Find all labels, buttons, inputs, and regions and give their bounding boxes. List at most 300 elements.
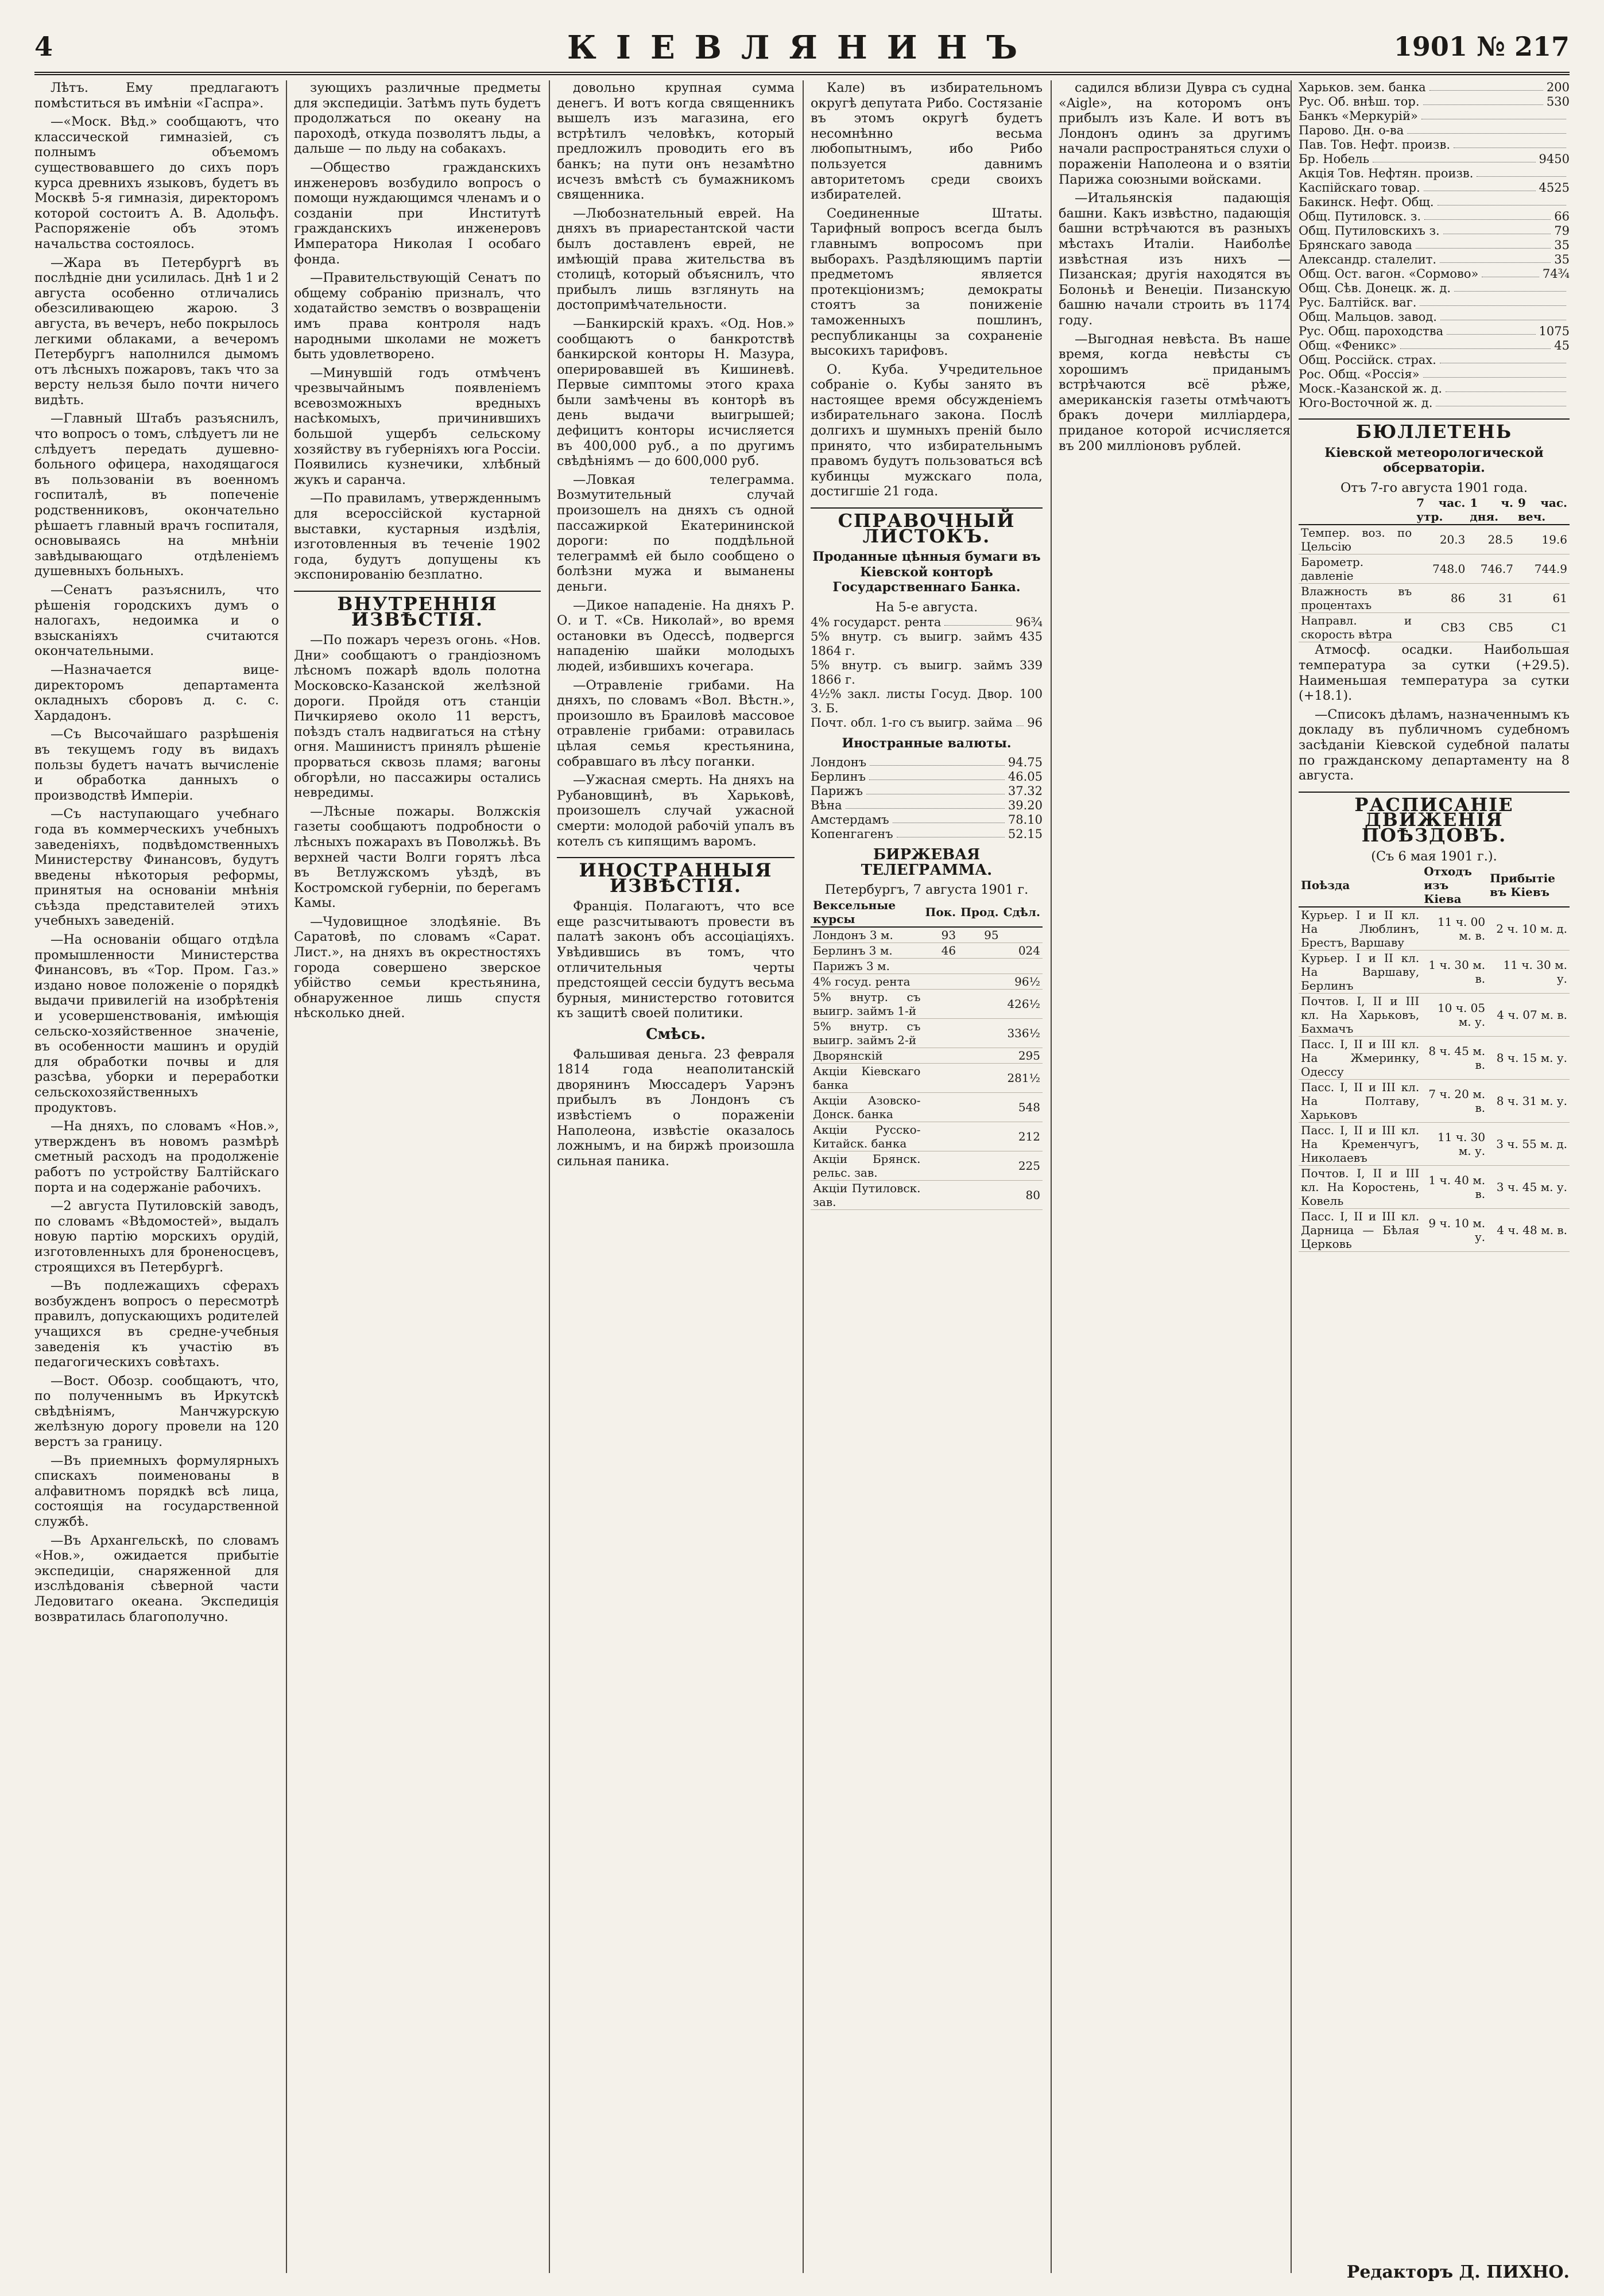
table-cell xyxy=(958,1048,1001,1063)
leader-dots xyxy=(1373,152,1536,162)
table-cell: 744.9 xyxy=(1516,554,1570,584)
table-cell xyxy=(923,1063,958,1092)
quote-row xyxy=(1299,353,1570,367)
section-title-foreign: ИНОСТРАННЫЯ ИЗВѢСТІЯ. xyxy=(557,857,795,893)
schedule-title: РАСПИСАНІЕ ДВИЖЕНІЯ ПОѢЗДОВЪ. xyxy=(1299,792,1570,843)
row-value: 4525 xyxy=(1539,181,1570,195)
table-cell: 11 ч. 30 м. у. xyxy=(1487,951,1570,994)
row-label: Рус. Об. внѣш. тор. xyxy=(1299,95,1420,108)
table-cell: 86 xyxy=(1414,584,1467,613)
article-paragraph: —Въ подлежащихъ сферахъ возбужденъ вопросъ о пересмотрѣ правилъ, допускающихъ родителей учащихся въ средне-учебныя заведенія къ участію въ педагогическихъ совѣтахъ. xyxy=(34,1278,279,1370)
leader-dots xyxy=(1424,181,1536,191)
bond-row xyxy=(811,630,1043,658)
table-cell xyxy=(923,1018,958,1048)
table-cell: 4 ч. 48 м. в. xyxy=(1487,1209,1570,1252)
fx-row xyxy=(811,813,1043,827)
quote-row xyxy=(1299,281,1570,296)
table-cell: Парижъ 3 м. xyxy=(811,958,923,974)
bulletin-table xyxy=(1299,495,1570,642)
row-label: Почт. обл. 1-го съ выигр. займа xyxy=(811,715,1013,730)
leader-dots xyxy=(869,770,1005,780)
article-paragraph: —Выгодная невѣста. Въ наше время, когда невѣсты съ хорошимъ приданымъ встрѣчаются всё рѣже, американскія газеты отмѣчаютъ бракъ дочери милліардера, приданое которой исчисляется въ 200 милліоновъ рублей. xyxy=(1059,331,1291,453)
telegram-row xyxy=(811,974,1043,989)
table-cell: Почтов. I, II и III кл. На Коростень, Ковель xyxy=(1299,1166,1421,1209)
issue-number: 1901 № 217 xyxy=(1393,31,1570,62)
table-cell: Барометр. давленіе xyxy=(1299,554,1414,584)
table-cell xyxy=(958,1092,1001,1122)
article-paragraph: О. Куба. Учредительное собраніе о. Кубы занято въ настоящее время обсужденіемъ избирательнаго закона. Послѣ долгихъ и шумныхъ преній было принято, что избирательнымъ правомъ будутъ пользоваться всѣ кубинцы мужскаго пола, достигшіе 21 года. xyxy=(811,362,1043,499)
leader-dots xyxy=(897,827,1005,837)
bulletin-row xyxy=(1299,554,1570,584)
table-cell: 212 xyxy=(1001,1122,1043,1151)
table-header-cell: Прибытіе въ Кіевъ xyxy=(1487,864,1570,907)
quote-row xyxy=(1299,224,1570,238)
row-value: 35 xyxy=(1554,253,1570,266)
fx-list xyxy=(811,755,1043,841)
bulletin-row xyxy=(1299,584,1570,613)
table-cell xyxy=(923,1180,958,1209)
table-cell xyxy=(923,1092,958,1122)
page-body xyxy=(34,80,1570,2273)
row-label: Общ. Путиловск. з. xyxy=(1299,210,1421,223)
bond-row xyxy=(811,687,1043,716)
article-paragraph: —«Моск. Вѣд.» сообщаютъ, что классической гимназіей, съ полнымъ объемомъ существовавшего до сихъ поръ курса древнихъ языковъ, будетъ въ Москвѣ 5-я гимназія, директоромъ которой состоитъ А. В. Адольфъ. Распоряженіе объ этомъ начальства состоялось. xyxy=(34,114,279,251)
table-cell: 746.7 xyxy=(1467,554,1516,584)
quote-row xyxy=(1299,210,1570,224)
leader-dots xyxy=(846,798,1005,809)
row-value: 94.75 xyxy=(1008,755,1043,770)
page-number: 4 xyxy=(34,31,53,62)
table-cell: Акціи Кіевскаго банка xyxy=(811,1063,923,1092)
leader-dots xyxy=(1424,210,1551,220)
quote-row xyxy=(1299,382,1570,396)
row-value: 96 xyxy=(1027,715,1043,730)
table-cell: 4% госуд. рента xyxy=(811,974,923,989)
column-1 xyxy=(34,80,279,2262)
table-header-cell xyxy=(1299,495,1414,525)
bonds-caption: Проданные цѣнныя бумаги въ Кіевской конторѣ Государственнаго Банка. xyxy=(812,549,1041,595)
telegram-title: БИРЖЕВАЯ ТЕЛЕГРАММА. xyxy=(861,846,993,879)
article-paragraph: —Назначается вице-директоромъ департамента окладныхъ сборовъ д. с. с. Хардадонъ. xyxy=(34,662,279,723)
table-cell: 9 ч. 10 м. у. xyxy=(1421,1209,1487,1252)
table-cell xyxy=(923,989,958,1018)
table-header-cell: 7 час. утр. xyxy=(1414,495,1467,525)
telegram-row xyxy=(811,1048,1043,1063)
telegram-date: Петербургъ, 7 августа 1901 г. xyxy=(824,882,1029,898)
article-paragraph: —Дикое нападеніе. На дняхъ Р. О. и Т. «Св. Николай», во время остановки въ Одессѣ, подвергся нападенію шайки молодыхъ людей, избившихъ кочегара. xyxy=(557,598,795,674)
table-cell: 225 xyxy=(1001,1151,1043,1180)
page-header xyxy=(34,29,1570,69)
row-label: Общ. Мальцов. завод. xyxy=(1299,310,1437,324)
bond-row xyxy=(811,658,1043,687)
row-label: Лондонъ xyxy=(811,755,867,770)
table-cell xyxy=(1001,958,1043,974)
row-label: Парово. Дн. о-ва xyxy=(1299,123,1404,137)
table-cell xyxy=(923,1048,958,1063)
table-cell: 281½ xyxy=(1001,1063,1043,1092)
row-label: Александр. сталелит. xyxy=(1299,253,1437,266)
table-cell: 548 xyxy=(1001,1092,1043,1122)
row-value: 52.15 xyxy=(1008,827,1043,841)
leader-dots xyxy=(1443,224,1551,234)
row-value: 45 xyxy=(1554,339,1570,352)
article-paragraph: —Банкирскій крахъ. «Од. Нов.» сообщаютъ о банкротствѣ банкирской конторы Н. Мазура, оперировавшей въ Кишиневѣ. Первые симптомы этого краха были замѣчены въ конторѣ въ день выдачи выигрышей; дефицитъ конторы исчисляется въ 400,000 руб., а по другимъ свѣдѣніямъ — до 600,000 руб. xyxy=(557,316,795,469)
table-cell: Акціи Русско-Китайск. банка xyxy=(811,1122,923,1151)
article-paragraph: довольно крупная сумма денегъ. И вотъ когда священникъ вышелъ изъ магазина, его встрѣтилъ человѣкъ, который предложилъ проводить его въ банкъ; на пути онъ незамѣтно исчезъ вмѣстѣ съ бумажникомъ священника. xyxy=(557,80,795,203)
table-cell xyxy=(1001,927,1043,943)
telegram-row xyxy=(811,1018,1043,1048)
schedule-row xyxy=(1299,907,1570,951)
table-cell: Курьер. I и II кл. На Люблинъ, Брестъ, Варшаву xyxy=(1299,907,1421,951)
quote-row xyxy=(1299,80,1570,95)
row-label: 4% государст. рента xyxy=(811,615,942,629)
table-cell: Берлинъ 3 м. xyxy=(811,943,923,958)
bulletin-date: Отъ 7-го августа 1901 года. xyxy=(1340,480,1528,495)
row-value: 78.10 xyxy=(1008,813,1043,827)
table-header-cell: Пок. xyxy=(923,898,958,927)
table-cell: 11 ч. 30 м. у. xyxy=(1421,1123,1487,1166)
row-value: 530 xyxy=(1546,95,1570,108)
telegram-row xyxy=(811,989,1043,1018)
section-title-domestic: ВНУТРЕННІЯ ИЗВѢСТІЯ. xyxy=(294,591,541,627)
table-cell xyxy=(958,1018,1001,1048)
row-label: Амстердамъ xyxy=(811,813,889,827)
row-value: 37.32 xyxy=(1008,784,1043,798)
schedule-table xyxy=(1299,864,1570,1252)
quote-row xyxy=(1299,396,1570,410)
quote-row xyxy=(1299,367,1570,382)
article-paragraph: зующихъ различные предметы для экспедиціи. Затѣмъ путь будетъ продолжаться по океану на пароходѣ, откуда позволятъ льды, а дальше — по льду на собакахъ. xyxy=(294,80,541,157)
table-cell xyxy=(958,958,1001,974)
table-cell: СВ3 xyxy=(1414,613,1467,642)
column-4 xyxy=(811,80,1043,2262)
row-label: Общ. Сѣв. Донецк. ж. д. xyxy=(1299,281,1451,295)
telegram-row xyxy=(811,1122,1043,1151)
leader-dots xyxy=(1482,267,1539,277)
row-value: 9450 xyxy=(1539,152,1570,166)
table-cell: 8 ч. 45 м. в. xyxy=(1421,1037,1487,1080)
row-value: 435 xyxy=(1019,629,1043,643)
bond-row xyxy=(811,615,1043,630)
quote-row xyxy=(1299,324,1570,339)
leader-dots xyxy=(1423,367,1566,378)
leader-dots xyxy=(1420,296,1566,306)
table-cell: Почтов. I, II и III кл. На Харьковъ, Бахмачъ xyxy=(1299,994,1421,1037)
fx-row xyxy=(811,755,1043,770)
leader-dots xyxy=(870,755,1005,766)
table-cell xyxy=(958,1063,1001,1092)
table-cell: 5% внутр. съ выигр. займъ 2-й xyxy=(811,1018,923,1048)
quote-row xyxy=(1299,195,1570,210)
schedule-row xyxy=(1299,1080,1570,1123)
article-paragraph: Лѣтъ. Ему предлагаютъ помѣститься въ имѣніи «Гаспра». xyxy=(34,80,279,111)
article-paragraph: —На основаніи общаго отдѣла промышленности Министерства Финансовъ, въ «Тор. Пром. Газ.» издано новое положеніе о порядкѣ выдачи привилегій на изобрѣтенія и усовершенствованія, имѣющія сельско-хозяйственное значеніе, въ особенности машинъ и орудій для обработки почвы и для разсѣва, уборки и переработки сельскохозяйственныхъ продуктовъ. xyxy=(34,932,279,1115)
quote-row xyxy=(1299,138,1570,152)
telegram-row xyxy=(811,1092,1043,1122)
article-paragraph: Соединенные Штаты. Тарифный вопросъ всегда былъ главнымъ вопросомъ при выборахъ. Раздѣляющимъ партіи предметомъ является протекціонизмъ; демократы стоятъ за пониженіе таможенныхъ пошлинъ, республиканцы за сохраненіе высокихъ тарифовъ. xyxy=(811,205,1043,359)
fx-row xyxy=(811,770,1043,784)
table-cell: Акціи Путиловск. зав. xyxy=(811,1180,923,1209)
leader-dots xyxy=(866,784,1005,794)
row-label: Общ. Путиловскихъ з. xyxy=(1299,224,1440,238)
article-paragraph: —Съ Высочайшаго разрѣшенія въ текущемъ году въ видахъ пользы будетъ начатъ вычисленіе и обработка данныхъ о производствѣ Имперіи. xyxy=(34,727,279,803)
table-cell: 024 xyxy=(1001,943,1043,958)
table-cell: Влажность въ процентахъ xyxy=(1299,584,1414,613)
row-label: Парижъ xyxy=(811,784,863,798)
row-value: 96¾ xyxy=(1015,615,1043,629)
article-paragraph: Кале) въ избирательномъ округѣ депутата Рибо. Состязаніе въ этомъ округѣ будетъ несомнѣнно весьма любопытнымъ, ибо Рибо пользуется давнимъ авторитетомъ среди своихъ избирателей. xyxy=(811,80,1043,203)
table-cell xyxy=(923,1122,958,1151)
schedule-row xyxy=(1299,994,1570,1037)
row-label: Общ. Ост. вагон. «Сормово» xyxy=(1299,267,1479,281)
column-5 xyxy=(1059,80,1291,2262)
row-label: Рус. Балтійск. ваг. xyxy=(1299,296,1417,309)
row-label: Берлинъ xyxy=(811,770,866,784)
article-paragraph: —Ужасная смерть. На дняхъ на Рубановщинѣ, въ Харьковѣ, произошелъ случай ужасной смерти: молодой рабочій упалъ въ котелъ съ кипящимъ варомъ. xyxy=(557,773,795,849)
bulletin-row xyxy=(1299,525,1570,554)
editor-signature: Редакторъ Д. ПИХНО. xyxy=(1346,2262,1570,2282)
row-label: Юго-Восточной ж. д. xyxy=(1299,396,1433,410)
leader-dots xyxy=(1416,238,1551,249)
leader-dots xyxy=(1016,716,1024,726)
table-cell: 8 ч. 15 м. у. xyxy=(1487,1037,1570,1080)
bulletin-row xyxy=(1299,613,1570,642)
article-paragraph: —Жара въ Петербургѣ въ послѣдніе дни усилилась. Днѣ 1 и 2 августа особенно отличались обезсиливающею жарою. 3 августа, въ вечеръ, небо покрылось легкими облаками, а вечеромъ Петербургъ наполнился дымомъ отъ лѣсныхъ пожаровъ, такъ что за версту нельзя было почти ничего видѣть. xyxy=(34,255,279,408)
table-cell: 336½ xyxy=(1001,1018,1043,1048)
quote-row xyxy=(1299,238,1570,253)
bonds-list xyxy=(811,615,1043,730)
row-label: Рос. Общ. «Россія» xyxy=(1299,367,1420,381)
leader-dots xyxy=(1440,253,1551,263)
row-label: Моск.-Казанской ж. д. xyxy=(1299,382,1443,395)
table-cell: С1 xyxy=(1516,613,1570,642)
leader-dots xyxy=(1454,281,1566,292)
article-paragraph: —Вост. Обозр. сообщаютъ, что, по полученнымъ въ Иркутскѣ свѣдѣніямъ, Манчжурскую желѣзную дорогу провели на 120 верстъ за границу. xyxy=(34,1373,279,1450)
article-paragraph: —Правительствующій Сенатъ по общему собранію призналъ, что ходатайство земствъ о возвращеніи имъ права контроля надъ народными школами не можетъ быть удовлетворено. xyxy=(294,270,541,362)
article-paragraph: —Лѣсные пожары. Волжскія газеты сообщаютъ подробности о лѣсныхъ пожарахъ въ Поволжьѣ. Въ верхней части Волги горятъ лѣса въ Ветлужскомъ уѣздѣ, въ Костромской губерніи, по берегамъ Камы. xyxy=(294,804,541,911)
table-cell: 95 xyxy=(958,927,1001,943)
table-cell: 748.0 xyxy=(1414,554,1467,584)
row-label: 5% внутр. съ выигр. займъ 1866 г. xyxy=(811,658,1013,687)
schedule-row xyxy=(1299,1037,1570,1080)
row-label: Бр. Нобель xyxy=(1299,152,1370,166)
table-cell: 1 ч. 40 м. в. xyxy=(1421,1166,1487,1209)
table-cell: Пасс. I, II и III кл. На Полтаву, Харьковъ xyxy=(1299,1080,1421,1123)
fx-caption: Иностранные валюты. xyxy=(842,735,1012,751)
article-paragraph: —Въ приемныхъ формулярныхъ спискахъ поименованы в алфавитномъ порядкѣ всѣ лица, состоящія на государственной службѣ. xyxy=(34,1453,279,1530)
leader-dots xyxy=(1436,396,1566,406)
leader-dots xyxy=(1446,382,1566,392)
bulletin-title: БЮЛЛЕТЕНЬ xyxy=(1299,418,1570,440)
quote-row xyxy=(1299,109,1570,123)
table-header-cell: Сдѣл. xyxy=(1001,898,1043,927)
quote-row xyxy=(1299,310,1570,324)
row-value: 100 xyxy=(1019,687,1043,701)
table-header-cell: Поѣзда xyxy=(1299,864,1421,907)
bonds-date: На 5-е августа. xyxy=(875,600,978,615)
table-cell xyxy=(958,943,1001,958)
table-cell xyxy=(923,1151,958,1180)
leader-dots xyxy=(1423,95,1543,105)
leader-dots xyxy=(1407,123,1566,134)
quote-row xyxy=(1299,296,1570,310)
table-cell: 31 xyxy=(1467,584,1516,613)
row-label: Банкъ «Меркурій» xyxy=(1299,109,1418,123)
row-value: 35 xyxy=(1554,238,1570,252)
schedule-row xyxy=(1299,1123,1570,1166)
quote-row xyxy=(1299,123,1570,138)
fx-row xyxy=(811,798,1043,813)
table-cell: 61 xyxy=(1516,584,1570,613)
article-paragraph: —2 августа Путиловскій заводъ, по словамъ «Вѣдомостей», выдалъ новую партію морскихъ орудій, изготовленныхъ для броненосцевъ, строящихся въ Петербургѣ. xyxy=(34,1199,279,1275)
telegram-row xyxy=(811,1180,1043,1209)
table-header-cell: 9 час. веч. xyxy=(1516,495,1570,525)
article-paragraph: —Итальянскія падающія башни. Какъ извѣстно, падающія башни встрѣчаются въ разныхъ мѣстахъ Италіи. Наиболѣе извѣстная изъ нихъ — Пизанская; другія находятся въ Болоньѣ и Венеціи. Пизанскую башню начали строить въ 1174 году. xyxy=(1059,191,1291,328)
article-paragraph: —Общество гражданскихъ инженеровъ возбудило вопросъ о помощи нуждающимся членамъ и о созданіи при Институтѣ гражданскихъ инженеровъ Императора Николая I особаго фонда. xyxy=(294,160,541,267)
leader-dots xyxy=(1477,166,1566,177)
table-cell: Акціи Брянск. рельс. зав. xyxy=(811,1151,923,1180)
table-cell: Пасс. I, II и III кл. На Жмеринку, Одессу xyxy=(1299,1037,1421,1080)
table-cell: 8 ч. 31 м. у. xyxy=(1487,1080,1570,1123)
row-label: Харьков. зем. банка xyxy=(1299,80,1426,94)
table-cell: Темпер. воз. по Цельсію xyxy=(1299,525,1414,554)
table-cell: Акціи Азовско-Донск. банка xyxy=(811,1092,923,1122)
table-cell: 426½ xyxy=(1001,989,1043,1018)
fx-row xyxy=(811,784,1043,798)
court-notice: —Списокъ дѣламъ, назначеннымъ къ докладу въ публичномъ судебномъ засѣданіи Кіевской судебной палаты по гражданскому департаменту на 8 августа. xyxy=(1299,707,1570,784)
article-paragraph: —На дняхъ, по словамъ «Нов.», утвержденъ въ новомъ размѣрѣ сметный расходъ на продолженіе работъ по устройству Балтійскаго порта и на содержаніе рабочихъ. xyxy=(34,1119,279,1195)
quotes-list xyxy=(1299,80,1570,410)
column-3 xyxy=(557,80,795,2262)
leader-dots xyxy=(1440,310,1566,320)
table-cell: 1 ч. 30 м. в. xyxy=(1421,951,1487,994)
table-cell: 80 xyxy=(1001,1180,1043,1209)
article-paragraph: —По пожаръ черезъ огонь. «Нов. Дни» сообщаютъ о грандіозномъ лѣсномъ пожарѣ вдоль полотна Московско-Казанской желѣзной дороги. Пройдя отъ станціи Пичкиряево около 11 верстъ, поѣздъ сталъ надвигаться на стѣну огня. Машинистъ принялъ рѣшеніе прорваться сквозь пламя; вагоны обгорѣли, но пассажиры остались невредимы. xyxy=(294,633,541,801)
leader-dots xyxy=(1440,353,1566,363)
leader-dots xyxy=(1438,195,1566,205)
bond-row xyxy=(811,716,1043,730)
article-paragraph: —По правиламъ, утвержденнымъ для всероссійской кустарной выставки, кустарныя издѣлія, изготовленныя въ теченіе 1902 года, будутъ допущены къ экспонированію безплатно. xyxy=(294,491,541,583)
row-label: Общ. Россійск. страх. xyxy=(1299,353,1436,367)
row-value: 200 xyxy=(1546,80,1570,94)
table-cell: 28.5 xyxy=(1467,525,1516,554)
row-label: Пав. Тов. Нефт. произв. xyxy=(1299,138,1451,152)
table-cell: 46 xyxy=(923,943,958,958)
quote-row xyxy=(1299,166,1570,181)
table-cell: Пасс. I, II и III кл. Дарница — Бѣлая Церковь xyxy=(1299,1209,1421,1252)
article-paragraph: садился вблизи Дувра съ судна «Aigle», на которомъ онъ прибылъ изъ Кале. И вотъ въ Лондонъ одинъ за другимъ начали распространяться слухи о пораженіи Наполеона и о взятіи Парижа союзными войсками. xyxy=(1059,80,1291,187)
column-2 xyxy=(294,80,541,2262)
row-label: Копенгагенъ xyxy=(811,827,893,841)
article-paragraph: —Минувшій годъ отмѣченъ чрезвычайнымъ появленіемъ всевозможныхъ вредныхъ насѣкомыхъ, причинившихъ большой ущербъ сельскому хозяйству въ губерніяхъ юга Россіи. Появились кузнечики, хлѣбный жукъ и саранча. xyxy=(294,365,541,487)
article-paragraph: —Съ наступающаго учебнаго года въ коммерческихъ учебныхъ заведеніяхъ, подвѣдомственныхъ Министерству Финансовъ, будутъ введены нѣкоторыя реформы, принятыя на основаніи мнѣнія съѣзда представителей этихъ учебныхъ заведеній. xyxy=(34,806,279,929)
schedule-row xyxy=(1299,1166,1570,1209)
row-label: 4½% закл. листы Госуд. Двор. З. Б. xyxy=(811,687,1013,715)
table-cell: 5% внутр. съ выигр. займъ 1-й xyxy=(811,989,923,1018)
table-cell: 10 ч. 05 м. у. xyxy=(1421,994,1487,1037)
table-cell xyxy=(958,974,1001,989)
table-cell: 19.6 xyxy=(1516,525,1570,554)
quote-row xyxy=(1299,339,1570,353)
table-cell: 93 xyxy=(923,927,958,943)
table-header-cell: Прод. xyxy=(958,898,1001,927)
telegram-row xyxy=(811,1151,1043,1180)
article-paragraph: —Въ Архангельскѣ, по словамъ «Нов.», ожидается прибытіе экспедиціи, снаряженной для изслѣдованія сѣверной части Ледовитаго океана. Экспедиція возвратилась благополучно. xyxy=(34,1533,279,1624)
table-header-cell: 1 ч. дня. xyxy=(1467,495,1516,525)
table-cell: Курьер. I и II кл. На Варшаву, Берлинъ xyxy=(1299,951,1421,994)
schedule-row xyxy=(1299,1209,1570,1252)
table-cell: 2 ч. 10 м. д. xyxy=(1487,907,1570,951)
article-paragraph: Фальшивая деньга. 23 февраля 1814 года неаполитанскій дворянинъ Мюссадеръ Уарэнъ прибылъ въ Лондонъ съ извѣстіемъ о пораженіи Наполеона, извѣстіе оказалось ложнымъ, и на биржѣ произошла сильная паника. xyxy=(557,1046,795,1169)
table-cell: 4 ч. 07 м. в. xyxy=(1487,994,1570,1037)
table-cell xyxy=(958,989,1001,1018)
row-label: Акція Тов. Нефтян. произв. xyxy=(1299,166,1474,180)
row-value: 66 xyxy=(1554,210,1570,223)
table-cell: 3 ч. 45 м. у. xyxy=(1487,1166,1570,1209)
section-title-reference: СПРАВОЧНЫЙ ЛИСТОКЪ. xyxy=(811,507,1043,544)
row-label: Общ. «Феникс» xyxy=(1299,339,1397,352)
row-value: 339 xyxy=(1019,658,1043,672)
telegram-row xyxy=(811,943,1043,958)
row-value: 46.05 xyxy=(1008,770,1043,784)
table-cell: 3 ч. 55 м. д. xyxy=(1487,1123,1570,1166)
article-paragraph: —Ловкая телеграмма. Возмутительный случай произошелъ на дняхъ съ одной пассажиркой Екатерининской дороги: по поддѣльной телеграммѣ ей было сообщено о болѣзни мужа и выманены деньги. xyxy=(557,472,795,594)
row-label: Вѣна xyxy=(811,798,842,813)
leader-dots xyxy=(1400,339,1551,349)
leader-dots xyxy=(1421,109,1566,119)
quote-row xyxy=(1299,267,1570,281)
quote-row xyxy=(1299,253,1570,267)
table-cell xyxy=(958,1180,1001,1209)
telegram-row xyxy=(811,958,1043,974)
table-cell: СВ5 xyxy=(1467,613,1516,642)
schedule-date: (Съ 6 мая 1901 г.). xyxy=(1371,848,1497,864)
table-header-cell: Вексельные курсы xyxy=(811,898,923,927)
leader-dots xyxy=(944,615,1012,626)
table-cell: Направл. и скорость вѣтра xyxy=(1299,613,1414,642)
row-value: 1075 xyxy=(1539,324,1570,338)
column-6 xyxy=(1299,80,1570,2262)
row-label: 5% внутр. съ выигр. займъ 1864 г. xyxy=(811,629,1013,658)
row-value: 79 xyxy=(1554,224,1570,238)
leader-dots xyxy=(1429,80,1543,91)
article-paragraph: —Главный Штабъ разъяснилъ, что вопросъ о томъ, слѣдуетъ ли не слѣдуетъ передать душевно-больного офицера, находящагося въ пользованіи въ военномъ госпиталѣ, въ попеченіе родственниковъ, окончательно рѣшаетъ главный врачъ госпиталя, основываясь на мнѣніи завѣдывающаго отдѣленіемъ душевныхъ больныхъ. xyxy=(34,411,279,579)
quote-row xyxy=(1299,181,1570,195)
row-value: 74¾ xyxy=(1542,267,1570,281)
row-value: 39.20 xyxy=(1008,798,1043,813)
leader-dots xyxy=(893,813,1005,823)
table-cell: Дворянскій xyxy=(811,1048,923,1063)
row-label: Каспійскаго товар. xyxy=(1299,181,1420,195)
leader-dots xyxy=(1447,324,1535,335)
row-label: Рус. Общ. пароходства xyxy=(1299,324,1444,338)
telegram-row xyxy=(811,1063,1043,1092)
fx-row xyxy=(811,827,1043,841)
table-cell xyxy=(958,1151,1001,1180)
table-cell xyxy=(923,974,958,989)
leader-dots xyxy=(1454,138,1566,148)
table-cell: 295 xyxy=(1001,1048,1043,1063)
row-label: Брянскаго завода xyxy=(1299,238,1412,252)
table-cell xyxy=(923,958,958,974)
article-paragraph: —Сенатъ разъяснилъ, что рѣшенія городскихъ думъ о налогахъ, недоимка и о взысканіяхъ считаются окончательными. xyxy=(34,583,279,659)
row-label: Бакинск. Нефт. Общ. xyxy=(1299,195,1434,209)
table-cell: 20.3 xyxy=(1414,525,1467,554)
schedule-row xyxy=(1299,951,1570,994)
section-title-miscellany: Смѣсь. xyxy=(645,1026,706,1044)
bulletin-notes: Атмосф. осадки. Наибольшая температура за сутки (+29.5). Наименьшая температура за сутки (+18.1). xyxy=(1299,642,1570,704)
header-rule xyxy=(34,72,1570,75)
